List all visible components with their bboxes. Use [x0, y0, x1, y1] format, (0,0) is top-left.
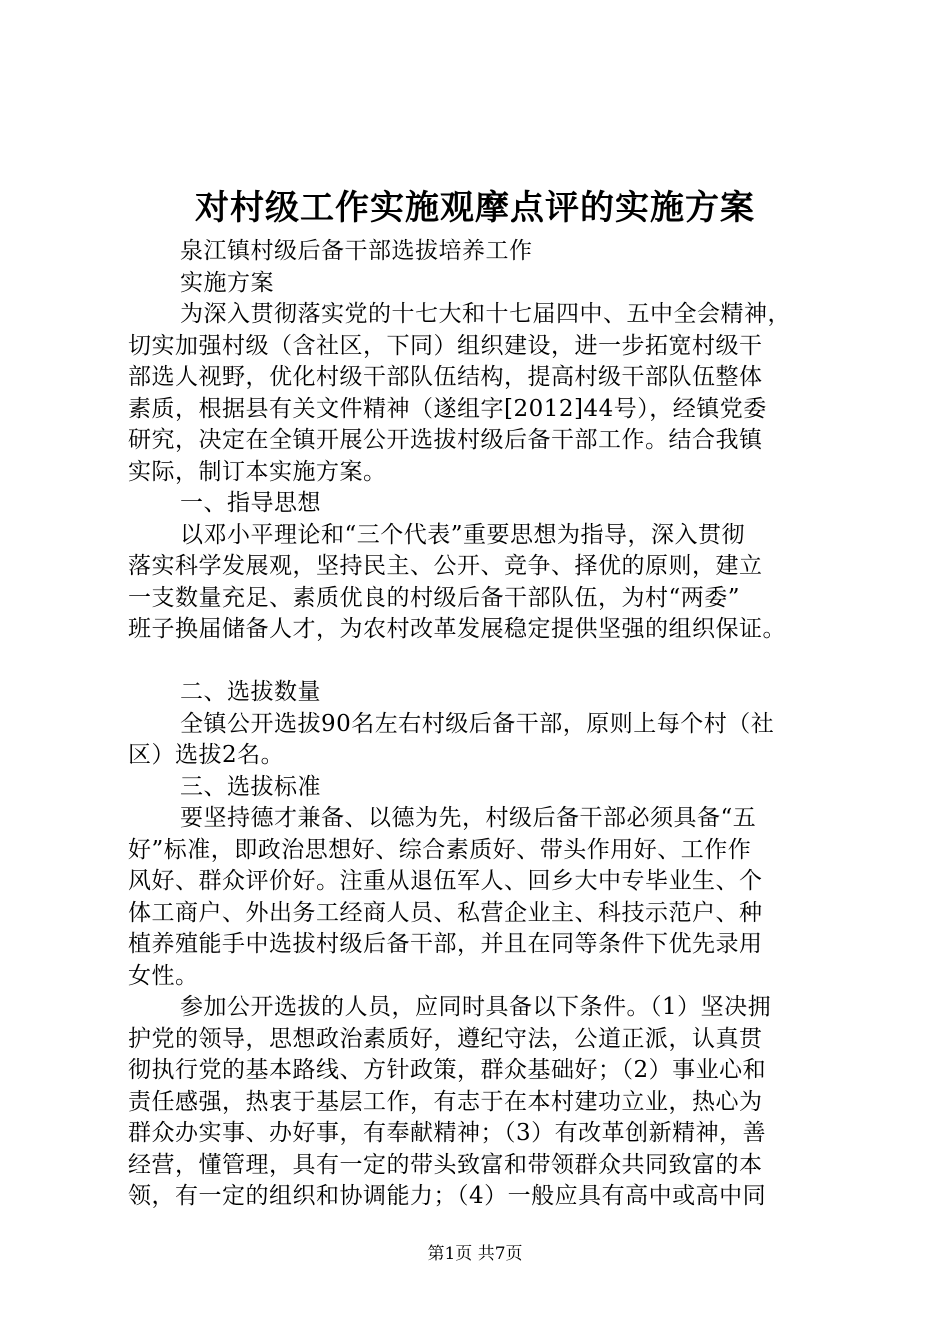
page-footer: 第1页 共7页: [427, 1244, 523, 1264]
document-title: 对村级工作实施观摩点评的实施方案: [195, 188, 755, 228]
section-heading: 三、选拔标准: [180, 773, 321, 800]
paragraph-line: 一支数量充足、素质优良的村级后备干部队伍，为村“两委”: [128, 584, 741, 611]
section-heading: 一、指导思想: [180, 490, 321, 516]
document-body: [128, 236, 840, 1213]
paragraph-line: 班子换届储备人才，为农村改革发展稳定提供坚强的组织保证。: [128, 616, 786, 642]
paragraph-line: 群众办实事、办好事，有奉献精神；（3）有改革创新精神，善: [128, 1120, 767, 1146]
paragraph-line: 参加公开选拔的人员，应同时具备以下条件。（1）坚决拥: [180, 994, 772, 1020]
paragraph-line: 女性。: [128, 962, 199, 989]
paragraph-line: 切实加强村级（含社区，下同）组织建设，进一步拓宽村级干: [128, 332, 763, 359]
paragraph-line: 研究，决定在全镇开展公开选拔村级后备干部工作。结合我镇: [128, 427, 763, 453]
paragraph-line: 体工商户、外出务工经商人员、私营企业主、科技示范户、种: [128, 899, 763, 926]
paragraph-line: 责任感强，热衷于基层工作，有志于在本村建功立业，热心为: [128, 1088, 763, 1115]
paragraph-line: 彻执行党的基本路线、方针政策，群众基础好；（2）事业心和: [128, 1057, 767, 1083]
paragraph-line: 区）选拔2名。: [128, 742, 285, 768]
section-heading: 二、选拔数量: [180, 679, 321, 705]
blank-line: [128, 646, 840, 678]
paragraph-line: 经营，懂管理，具有一定的带头致富和带领群众共同致富的本: [128, 1151, 763, 1178]
paragraph-line: 护党的领导，思想政治素质好，遵纪守法，公道正派，认真贯: [128, 1025, 763, 1052]
subtitle-line: 泉江镇村级后备干部选拔培养工作: [180, 238, 533, 264]
paragraph-line: 部选人视野，优化村级干部队伍结构，提高村级干部队伍整体: [128, 364, 763, 390]
paragraph-line: 落实科学发展观，坚持民主、公开、竞争、择优的原则，建立: [128, 553, 763, 579]
paragraph-line: 植养殖能手中选拔村级后备干部，并且在同等条件下优先录用: [128, 931, 763, 957]
paragraph-line: 素质，根据县有关文件精神（遂组字[2012]44号），经镇党委: [128, 395, 767, 422]
paragraph-line: 好”标准，即政治思想好、综合素质好、带头作用好、工作作: [128, 836, 752, 863]
paragraph-line: 实际，制订本实施方案。: [128, 458, 387, 485]
subtitle-line: 实施方案: [180, 269, 274, 296]
paragraph-line: 要坚持德才兼备、以德为先，村级后备干部必须具备“五: [180, 805, 757, 831]
paragraph-line: 以邓小平理论和“三个代表”重要思想为指导，深入贯彻: [180, 521, 746, 548]
paragraph-line: 领，有一定的组织和协调能力；（4）一般应具有高中或高中同: [128, 1183, 767, 1209]
paragraph-line: 风好、群众评价好。注重从退伍军人、回乡大中专毕业生、个: [128, 868, 763, 894]
paragraph-line: 为深入贯彻落实党的十七大和十七届四中、五中全会精神，: [180, 301, 791, 327]
paragraph-line: 全镇公开选拔90名左右村级后备干部，原则上每个村（社: [180, 710, 775, 737]
